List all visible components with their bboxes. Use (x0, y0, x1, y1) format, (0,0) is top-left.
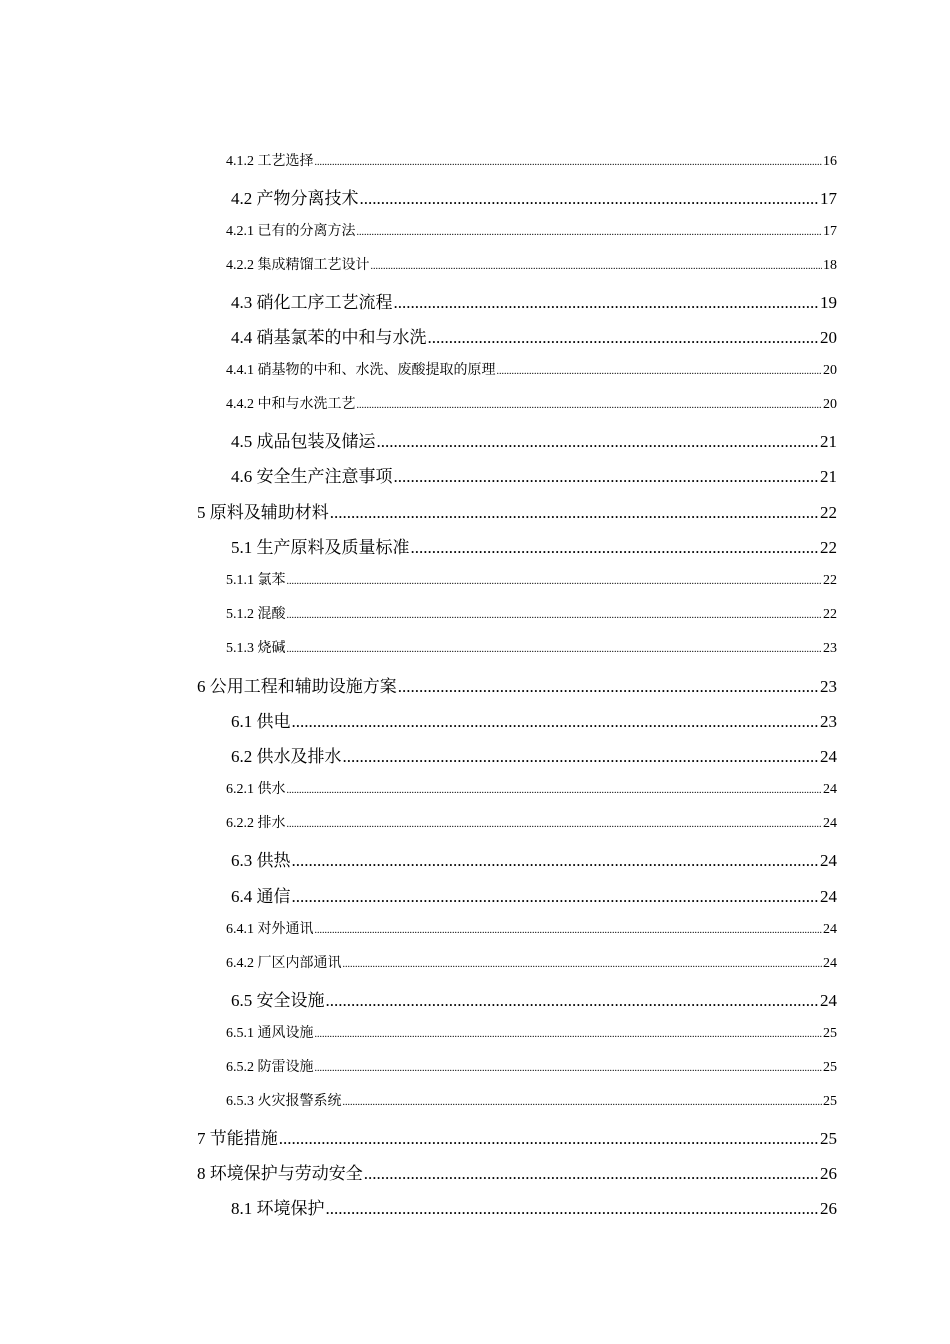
toc-entry-page: 20 (823, 397, 837, 412)
dot-leader (287, 785, 823, 796)
toc-entry-title: 4.1.2 工艺选择 (226, 154, 314, 169)
toc-entry-title: 5 原料及辅助材料 (197, 503, 329, 522)
toc-entry-title: 5.1.3 烧碱 (226, 641, 286, 656)
toc-entry-title: 6.5.1 通风设施 (226, 1026, 314, 1041)
toc-entry-page: 21 (820, 432, 837, 451)
toc-entry-title: 4.5 成品包装及储运 (231, 432, 376, 451)
toc-entry-page: 25 (820, 1129, 837, 1148)
toc-entry-page: 24 (820, 747, 837, 766)
toc-entry[interactable] (231, 882, 837, 907)
dot-leader (315, 157, 823, 168)
toc-entry-title: 6.4.2 厂区内部通讯 (226, 956, 342, 971)
toc-entry-page: 24 (820, 851, 837, 870)
toc-entry[interactable] (231, 462, 837, 487)
toc-entry[interactable] (226, 359, 837, 379)
toc-entry[interactable] (226, 952, 837, 972)
toc-entry-title: 6.4 通信 (231, 887, 291, 906)
toc-entry[interactable] (226, 254, 837, 274)
toc-entry-page: 18 (823, 258, 837, 273)
toc-entry-title: 5.1 生产原料及质量标准 (231, 538, 410, 557)
toc-entry-page: 25 (823, 1026, 837, 1041)
toc-entry-page: 24 (820, 991, 837, 1010)
toc-entry[interactable] (231, 323, 837, 348)
dot-leader (315, 1029, 823, 1040)
toc-entry-title: 4.2 产物分离技术 (231, 189, 359, 208)
toc-entry-title: 6.2.1 供水 (226, 782, 286, 797)
toc-entry-page: 19 (820, 293, 837, 312)
dot-leader (343, 1097, 823, 1108)
toc-entry-title: 4.2.1 已有的分离方法 (226, 224, 356, 239)
toc-entry-title: 4.3 硝化工序工艺流程 (231, 293, 393, 312)
toc-entry-title: 4.4.2 中和与水洗工艺 (226, 397, 356, 412)
toc-entry-page: 20 (823, 363, 837, 378)
toc-entry-page: 25 (823, 1060, 837, 1075)
toc-entry-page: 22 (823, 607, 837, 622)
toc-entry-page: 20 (820, 328, 837, 347)
toc-entry-title: 4.4 硝基氯苯的中和与水洗 (231, 328, 427, 347)
toc-entry-title: 5.1.2 混酸 (226, 607, 286, 622)
toc-entry[interactable] (231, 533, 837, 558)
toc-entry[interactable] (226, 1090, 837, 1110)
toc-entry-title: 6.5.2 防雷设施 (226, 1060, 314, 1075)
dot-leader (411, 538, 820, 558)
dot-leader (497, 366, 823, 377)
toc-entry-title: 8.1 环境保护 (231, 1199, 325, 1218)
dot-leader (357, 400, 823, 411)
dot-leader (330, 503, 819, 523)
toc-entry-title: 8 环境保护与劳动安全 (197, 1164, 363, 1183)
toc-entry-page: 24 (823, 782, 837, 797)
toc-entry[interactable] (226, 918, 837, 938)
toc-entry[interactable] (231, 846, 837, 871)
toc-entry[interactable] (231, 986, 837, 1011)
toc-entry[interactable] (226, 569, 837, 589)
toc-entry-title: 4.6 安全生产注意事项 (231, 467, 393, 486)
toc-entry[interactable] (197, 1159, 837, 1184)
toc-entry[interactable] (197, 672, 837, 697)
dot-leader (287, 576, 823, 587)
toc-entry-page: 23 (820, 712, 837, 731)
toc-entry[interactable] (231, 184, 837, 209)
dot-leader (287, 610, 823, 621)
toc-entry-page: 21 (820, 467, 837, 486)
dot-leader (343, 959, 823, 970)
toc-entry-page: 26 (820, 1199, 837, 1218)
dot-leader (279, 1129, 819, 1149)
toc-entry-title: 5.1.1 氯苯 (226, 573, 286, 588)
toc-entry[interactable] (226, 220, 837, 240)
dot-leader (364, 1164, 819, 1184)
toc-entry-page: 24 (823, 816, 837, 831)
toc-entry[interactable] (231, 742, 837, 767)
toc-entry[interactable] (226, 812, 837, 832)
toc-entry[interactable] (231, 707, 837, 732)
toc-entry-title: 6.4.1 对外通讯 (226, 922, 314, 937)
toc-entry-page: 22 (820, 538, 837, 557)
dot-leader (398, 677, 819, 697)
dot-leader (357, 227, 823, 238)
dot-leader (428, 328, 820, 348)
toc-entry-page: 23 (823, 641, 837, 656)
toc-entry-page: 25 (823, 1094, 837, 1109)
toc-entry-title: 4.2.2 集成精馏工艺设计 (226, 258, 370, 273)
toc-entry[interactable] (231, 427, 837, 452)
dot-leader (315, 925, 823, 936)
toc-entry[interactable] (226, 150, 837, 170)
toc-entry-title: 4.4.1 硝基物的中和、水洗、废酸提取的原理 (226, 363, 496, 378)
toc-entry-title: 6.5 安全设施 (231, 991, 325, 1010)
dot-leader (326, 991, 820, 1011)
dot-leader (343, 747, 820, 767)
toc-entry-title: 6 公用工程和辅助设施方案 (197, 677, 397, 696)
dot-leader (287, 644, 823, 655)
toc-entry-page: 22 (820, 503, 837, 522)
toc-entry[interactable] (226, 603, 837, 623)
dot-leader (315, 1063, 823, 1074)
toc-entry-title: 6.2.2 排水 (226, 816, 286, 831)
dot-leader (377, 432, 820, 452)
dot-leader (292, 712, 820, 732)
toc-entry[interactable] (226, 1056, 837, 1076)
toc-entry[interactable] (226, 1022, 837, 1042)
dot-leader (326, 1199, 820, 1219)
toc-entry-page: 26 (820, 1164, 837, 1183)
toc-entry-page: 22 (823, 573, 837, 588)
dot-leader (292, 887, 820, 907)
toc-entry-title: 6.5.3 火灾报警系统 (226, 1094, 342, 1109)
dot-leader (287, 819, 823, 830)
toc-entry-page: 24 (823, 922, 837, 937)
toc-entry-title: 6.3 供热 (231, 851, 291, 870)
dot-leader (292, 851, 820, 871)
toc-entry-page: 17 (820, 189, 837, 208)
dot-leader (394, 293, 820, 313)
toc-entry[interactable] (226, 778, 837, 798)
toc-entry-page: 16 (823, 154, 837, 169)
dot-leader (371, 261, 823, 272)
toc-entry-page: 23 (820, 677, 837, 696)
toc-entry-page: 17 (823, 224, 837, 239)
toc-entry[interactable] (231, 288, 837, 313)
toc-entry[interactable] (197, 498, 837, 523)
toc-entry-title: 6.2 供水及排水 (231, 747, 342, 766)
toc-entry-page: 24 (820, 887, 837, 906)
dot-leader (360, 189, 820, 209)
toc-entry-title: 7 节能措施 (197, 1129, 278, 1148)
toc-entry-title: 6.1 供电 (231, 712, 291, 731)
toc-entry-page: 24 (823, 956, 837, 971)
toc-entry[interactable] (197, 1124, 837, 1149)
toc-entry[interactable] (226, 393, 837, 413)
toc-entry[interactable] (231, 1194, 837, 1219)
dot-leader (394, 467, 820, 487)
toc-entry[interactable] (226, 637, 837, 657)
